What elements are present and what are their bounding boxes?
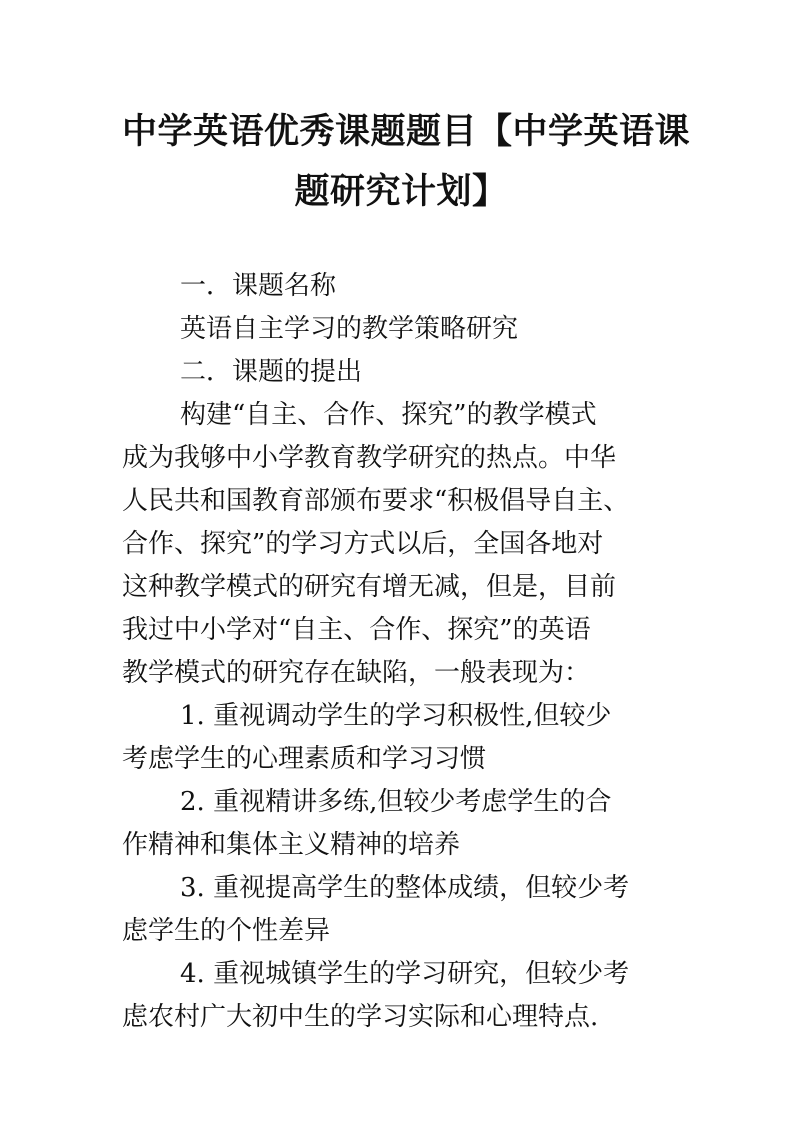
paragraph-line: 人民共和国教育部颁布要求“积极倡导自主、 <box>122 486 630 516</box>
list-item-1-continued: 考虑学生的心理素质和学习习惯 <box>122 744 487 774</box>
document-title <box>122 102 691 222</box>
list-item-3: 3. 重视提高学生的整体成绩，但较少考 <box>180 873 630 903</box>
paragraph-line: 构建“自主、合作、探究”的教学模式 <box>180 400 597 430</box>
topic-name: 英语自主学习的教学策略研究 <box>180 314 519 344</box>
paragraph-line: 教学模式的研究存在缺陷，一般表现为： <box>122 658 591 688</box>
title-line-1: 中学英语优秀课题题目【中学英语课 <box>122 112 691 152</box>
list-item-1: 1. 重视调动学生的学习积极性,但较少 <box>180 701 612 731</box>
paragraph-line: 成为我够中小学教育教学研究的热点。中华 <box>122 443 617 473</box>
paragraph-line: 合作、探究”的学习方式以后，全国各地对 <box>122 529 604 559</box>
document-body <box>122 265 680 1039</box>
paragraph-line: 我过中小学对“自主、合作、探究”的英语 <box>122 615 591 645</box>
section-heading-1: 一．课题名称 <box>180 271 337 301</box>
title-line-2: 题研究计划】 <box>294 172 508 212</box>
list-item-3-continued: 虑学生的个性差异 <box>122 916 331 946</box>
list-item-4: 4. 重视城镇学生的学习研究，但较少考 <box>180 959 630 989</box>
paragraph-line: 这种教学模式的研究有增无减，但是，目前 <box>122 572 617 602</box>
list-item-4-continued: 虑农村广大初中生的学习实际和心理特点. <box>122 1002 599 1032</box>
section-heading-2: 二．课题的提出 <box>180 357 363 387</box>
list-item-2-continued: 作精神和集体主义精神的培养 <box>122 830 461 860</box>
list-item-2: 2. 重视精讲多练,但较少考虑学生的合 <box>180 787 612 817</box>
